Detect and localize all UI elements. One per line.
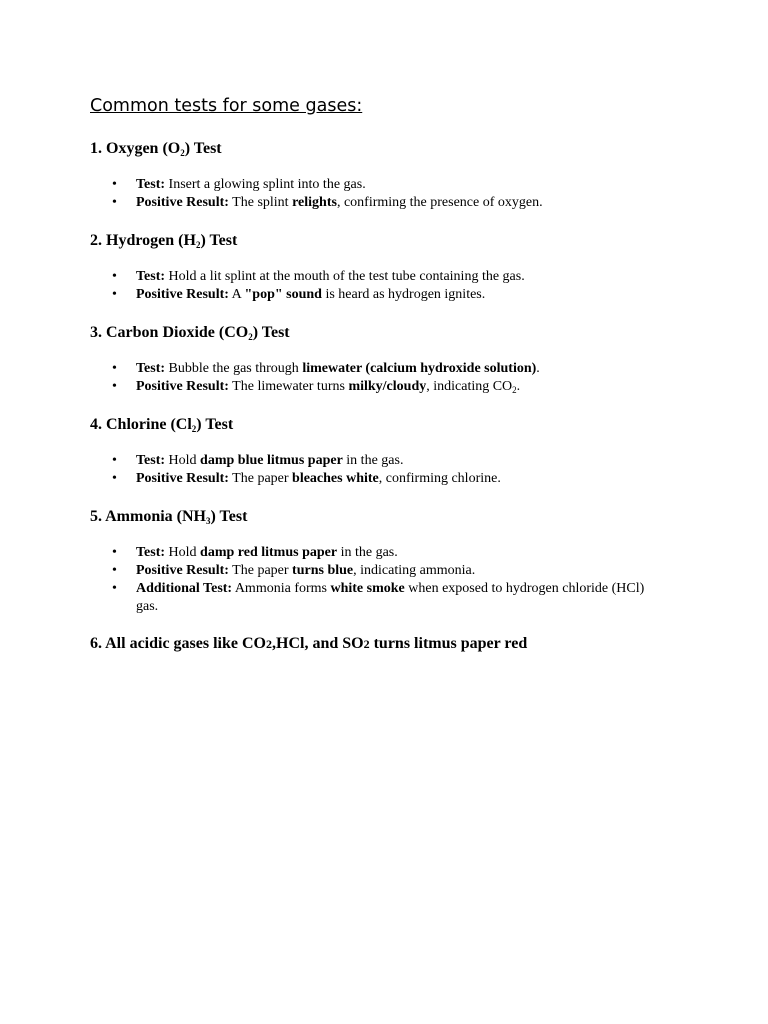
heading-text: ) Test: [252, 324, 290, 341]
item-emphasis: turns blue: [292, 563, 354, 578]
item-emphasis: relights: [292, 195, 337, 210]
item-label: Positive Result:: [136, 471, 229, 486]
item-label: Test:: [136, 361, 166, 376]
heading-text: ) Test: [196, 416, 234, 433]
section-heading-acidic-gases: [90, 633, 527, 655]
chlorine-test-list: [0, 452, 656, 488]
item-label: Positive Result:: [136, 563, 229, 578]
item-text: The paper: [228, 471, 293, 486]
item-emphasis: bleaches white: [292, 471, 379, 486]
item-text: , confirming chlorine.: [378, 471, 501, 486]
document-title: Common tests for some gases:: [90, 96, 363, 116]
item-emphasis: damp blue litmus paper: [200, 453, 343, 468]
item-text: , confirming the presence of oxygen.: [336, 195, 543, 210]
list-item: [0, 360, 656, 378]
item-label: Positive Result:: [136, 379, 229, 394]
heading-text: 5. Ammonia (NH: [90, 508, 206, 525]
heading-text: 3. Carbon Dioxide (CO: [90, 324, 249, 341]
list-item: [0, 378, 656, 399]
item-emphasis: damp red litmus paper: [200, 545, 338, 560]
item-text: in the gas.: [342, 453, 404, 468]
item-label: Positive Result:: [136, 287, 229, 302]
heading-text: ) Test: [210, 508, 248, 525]
heading-text: ,HCl, and SO: [272, 635, 364, 652]
item-emphasis: white smoke: [330, 581, 405, 596]
heading-text: 4. Chlorine (Cl: [90, 416, 192, 433]
heading-text: 2. Hydrogen (H: [90, 232, 196, 249]
section-heading-oxygen: [90, 138, 222, 164]
ammonia-test-list: [0, 544, 656, 616]
item-label: Additional Test:: [136, 581, 233, 596]
item-text: in the gas.: [337, 545, 398, 560]
list-item: [0, 562, 656, 580]
heading-text: ) Test: [200, 232, 238, 249]
oxygen-test-list: [0, 176, 656, 212]
item-text: Insert a glowing splint into the gas.: [165, 177, 366, 192]
item-label: Positive Result:: [136, 195, 229, 210]
section-heading-chlorine: [90, 414, 233, 440]
item-text: , indicating CO: [426, 379, 513, 394]
heading-subscript: 2: [363, 637, 370, 651]
heading-subscript: 2: [191, 424, 197, 434]
section-heading-carbon-dioxide: [90, 322, 290, 348]
item-text: A: [228, 287, 245, 302]
heading-subscript: 2: [248, 332, 253, 342]
list-item: [0, 544, 656, 562]
carbon-dioxide-test-list: [0, 360, 656, 399]
item-subscript: 2: [512, 385, 517, 395]
list-item: [0, 286, 656, 304]
item-label: Test:: [136, 545, 166, 560]
list-item: [0, 580, 656, 616]
item-text: when exposed to hydrogen chloride (HCl) gas.: [136, 581, 645, 614]
item-text: , indicating ammonia.: [353, 563, 476, 578]
item-text: The paper: [228, 563, 293, 578]
item-label: Test:: [136, 453, 166, 468]
hydrogen-test-list: [0, 268, 656, 304]
list-item: [0, 268, 656, 286]
heading-subscript: 2: [266, 637, 272, 651]
list-item: [0, 470, 656, 488]
item-emphasis: limewater (calcium hydroxide solution): [302, 361, 537, 376]
item-text: .: [516, 379, 521, 394]
section-heading-hydrogen: [90, 230, 237, 256]
item-label: Test:: [136, 177, 166, 192]
heading-subscript: 2: [180, 148, 185, 158]
heading-text: 6. All acidic gases like CO: [90, 635, 266, 652]
heading-subscript: 3: [206, 516, 211, 526]
item-text: The limewater turns: [228, 379, 349, 394]
heading-subscript: 2: [195, 240, 201, 250]
item-text: .: [536, 361, 540, 376]
list-item: [0, 194, 656, 212]
heading-text: 1. Oxygen (O: [90, 140, 181, 157]
item-text: Hold: [165, 545, 201, 560]
heading-text: turns litmus paper red: [369, 635, 528, 652]
heading-text: ) Test: [184, 140, 222, 157]
item-text: Hold a lit splint at the mouth of the test tube containing the gas.: [165, 269, 525, 284]
item-text: Hold: [165, 453, 201, 468]
item-text: Bubble the gas through: [165, 361, 303, 376]
item-label: Test:: [136, 269, 166, 284]
item-text: is heard as hydrogen ignites.: [321, 287, 486, 302]
list-item: [0, 176, 656, 194]
item-emphasis: "pop" sound: [244, 287, 322, 302]
item-text: Ammonia forms: [232, 581, 331, 596]
item-text: The splint: [228, 195, 293, 210]
list-item: [0, 452, 656, 470]
section-heading-ammonia: [90, 506, 247, 532]
item-emphasis: milky/cloudy: [348, 379, 427, 394]
